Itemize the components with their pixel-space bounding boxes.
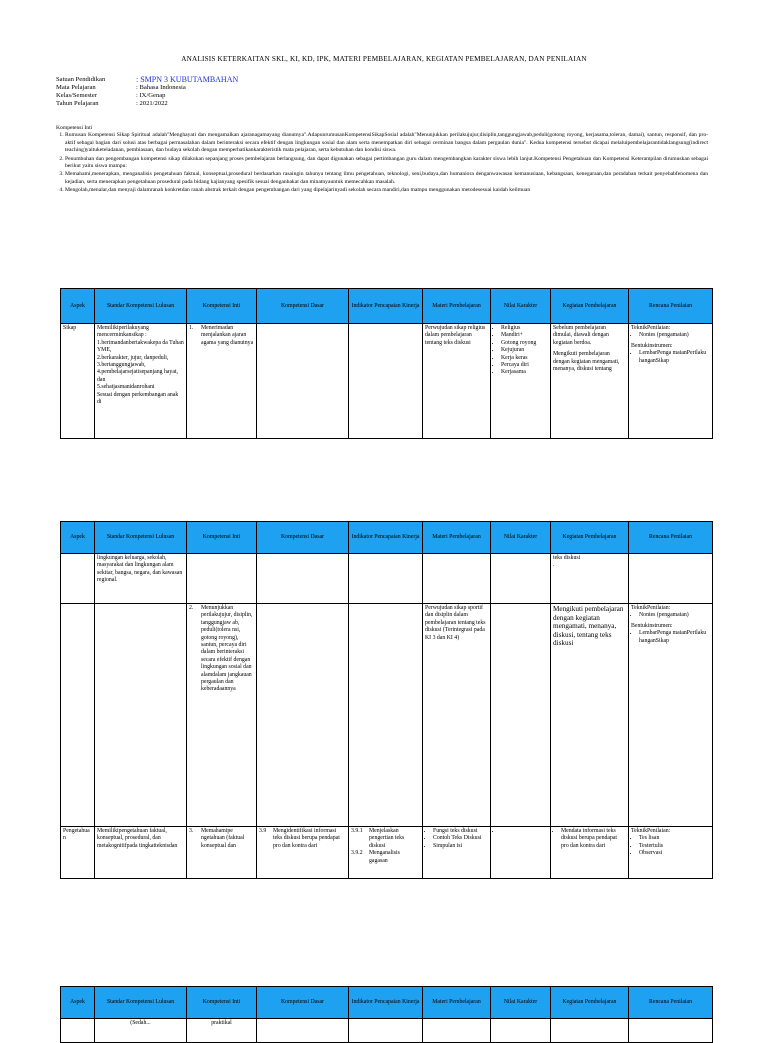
header-penilaian: Rencana Penilaian (629, 987, 713, 1019)
ki-heading: Kompetensi Inti (56, 125, 93, 131)
cell-materi (423, 554, 491, 604)
table-header-row (61, 289, 713, 324)
cell-kd (257, 827, 349, 879)
header-skl: Standar Kompetensi Lulusan (95, 522, 187, 554)
nilai-item: • Percaya diri (501, 362, 548, 369)
header-kd: Kompetensi Dasar (257, 987, 349, 1019)
skl-item: 2.berkarakter, jujur, danpeduli, (97, 354, 169, 361)
cell-skl (95, 604, 187, 827)
ki-number: 2. (189, 605, 194, 611)
cell-kd (257, 1019, 349, 1043)
header-ipk: Indikator Pencapaian Kinerja (349, 522, 423, 554)
cell-kegiatan (551, 827, 629, 879)
cell-ipk (349, 827, 423, 879)
document-title: ANALISIS KETERKAITAN SKL, KI, KD, IPK, MATERI PEMBELAJARAN, KEGIATAN PEMBELAJARAN, DAN PENILAIAN (181, 55, 587, 63)
cell-nilai (491, 554, 551, 604)
cell-nilai (491, 1019, 551, 1043)
header-kd: Kompetensi Dasar (257, 522, 349, 554)
meta-row-subject (56, 84, 238, 92)
table-row (61, 604, 713, 827)
penilaian-item: • Tes lisan (639, 835, 710, 842)
penilaian-item: • Observasi (639, 850, 710, 857)
header-ki: Kompetensi Inti (187, 289, 257, 324)
penilaian-item: • LembarPenga matanPerilaku hanganSikap (639, 350, 710, 365)
nilai-empty-bullet (501, 828, 548, 835)
ipk-number: 3.9.1 (351, 828, 363, 834)
meta-label: Kelas/Semester (56, 92, 98, 99)
penilaian-label: Bentukinstrumen: (631, 622, 673, 629)
kegiatan-dot: . (553, 562, 555, 569)
penilaian-item: • Nontes (pengamatan) (639, 612, 710, 619)
cell-nilai (491, 604, 551, 827)
analysis-table-2 (60, 521, 713, 879)
ki-number: 3. (189, 828, 194, 834)
cell-ki: praktikal (187, 1019, 257, 1043)
meta-row-year (56, 100, 238, 108)
skl-item: 1.berimandanbertakwakepa da Tuhan YME, (97, 339, 184, 354)
nilai-item: • Kejujuran (501, 347, 548, 354)
ipk-text: Menjelaskan pengertian teks diskusi (369, 828, 405, 849)
ki-text: Menerimadan menjalankan ajaran agama yang dianutnya (201, 325, 254, 346)
kompetensi-inti-section (56, 125, 708, 196)
cell-materi (423, 827, 491, 879)
header-kegiatan: Kegiatan Pembelajaran (551, 987, 629, 1019)
cell-aspek (61, 604, 95, 827)
header-kegiatan: Kegiatan Pembelajaran (551, 289, 629, 324)
cell-penilaian (629, 827, 713, 879)
header-ki: Kompetensi Inti (187, 987, 257, 1019)
nilai-item: • Gotong royong (501, 340, 548, 347)
header-kegiatan: Kegiatan Pembelajaran (551, 522, 629, 554)
cell-ki (187, 554, 257, 604)
skl-item: 5.sehatjasmanidanrohani (97, 384, 155, 391)
ki-item: 3. Memahami,menerapkan, menganalisis pengetahuan faktual, konseptual,prosedural berdasarkan rasaingin tahunya tentang ilmu pengetahuan, teknologi, seni,budaya,dan humaniora denganwawasan kemanusiaan, kebangsaan, kenegaraan,dan peradaban terkait penyebabfenomena dan kejadian, serta menerapkan pengetahuan prosedural pada bidang kajianyang spesifik sesuai denganbakat dan minatnyauntuk memecahkan masalah. (65, 171, 708, 186)
cell-kegiatan (551, 554, 629, 604)
header-penilaian: Rencana Penilaian (629, 289, 713, 324)
penilaian-item: • LembarPenga matanPerilaku hanganSikap (639, 630, 710, 645)
ki-text: Menunjukkan perilakujujur, disiplin, tanggungjaw ab, peduli(tolera nsi, gotong royong), santun, percaya diri dalam berinteraksi secara efektif dengan lingkungan sosial dan alamdalam jangkauan pergaulan dan keberadaannya (201, 605, 253, 693)
table-row (61, 324, 713, 439)
nilai-item: • Kerjasama (501, 369, 548, 376)
cell-aspek (61, 554, 95, 604)
materi-item: • Simpulan isi (433, 843, 488, 850)
cell-penilaian (629, 604, 713, 827)
cell-materi (423, 1019, 491, 1043)
cell-skl: (Sedah... (95, 1019, 187, 1043)
cell-aspek: Pengetahuan (61, 827, 95, 879)
header-skl: Standar Kompetensi Lulusan (95, 289, 187, 324)
cell-ipk (349, 604, 423, 827)
cell-aspek: Sikap (61, 324, 95, 439)
header-aspek: Aspek (61, 289, 95, 324)
meta-row-school (56, 76, 238, 84)
header-nilai: Nilai Karakter (491, 987, 551, 1019)
cell-ki (187, 604, 257, 827)
header-nilai: Nilai Karakter (491, 289, 551, 324)
header-materi: Materi Pembelajaran (423, 987, 491, 1019)
identity-block (56, 76, 238, 108)
nilai-item: • Kerja keras (501, 355, 548, 362)
cell-nilai (491, 324, 551, 439)
kd-text: Mengidentifikasi informasi teks diskusi berupa pendapat pro dan kontra dari (273, 828, 340, 849)
header-kd: Kompetensi Dasar (257, 289, 349, 324)
cell-ki (187, 827, 257, 879)
penilaian-item: • Testertulis (639, 843, 710, 850)
ki-item: 4. Mengolah,menalar,dan menyaji dalamranah konkretdan ranah abstrak terkait dengan pengembangan dari yang dipelajarinyadi sekolah secara mandiri,dan mampu menggunakan metodesesuai kaidah keilmuan (65, 187, 708, 194)
cell-kegiatan (551, 324, 629, 439)
ki-item: 2. Penumbuhan dan pengembangan kompetensi sikap dilakukan sepanjang proses pembelajaran berlangsung, dan dapat digunakan sebagai pertimbangan guru dalam mengembangkan karakter siswa lebih lanjut.Kompetensi Pengetahuan dan Kompetensi Keterampilan dirumuskan sebagai berikut yaitu siswa mampu: (65, 156, 708, 171)
kegiatan-text: Sebelum pembelajaran dimulai, diawali dengan kegiatan berdoa. (553, 325, 609, 346)
cell-kd (257, 554, 349, 604)
header-penilaian: Rencana Penilaian (629, 522, 713, 554)
cell-ipk (349, 554, 423, 604)
meta-label: Tahun Pelajaran (56, 100, 99, 107)
header-ipk: Indikator Pencapaian Kinerja (349, 289, 423, 324)
skl-item: 3.bertanggungjawab, (97, 362, 146, 369)
analysis-table-3 (60, 986, 713, 1043)
cell-ipk (349, 324, 423, 439)
table-row (61, 554, 713, 604)
cell-kegiatan: Mengikuti pembelajaran dengan kegiatan mengamati, menanya, diskusi, tentang teks diskusi (551, 604, 629, 827)
skl-intro: Memilikiperilakuyang mencerminkansikap : (97, 325, 149, 339)
header-materi: Materi Pembelajaran (423, 289, 491, 324)
cell-kd (257, 604, 349, 827)
cell-ipk (349, 1019, 423, 1043)
kegiatan-text: Mengikuti pembelajaran dengan kegiatan mengamati, menanya, diskusi tentang (553, 351, 620, 373)
cell-penilaian (629, 324, 713, 439)
meta-value: : IX/Genap (136, 92, 166, 99)
kd-number: 3.9 (259, 828, 267, 834)
header-ki: Kompetensi Inti (187, 522, 257, 554)
ki-number: 1. (189, 325, 194, 331)
nilai-item: • Religius (501, 325, 548, 332)
table-row (61, 1019, 713, 1043)
cell-penilaian (629, 1019, 713, 1043)
cell-kd (257, 324, 349, 439)
cell-materi: Perwujudan sikap sportif dan disiplin dalam pembelajaran tentang teks diskusi (Terintegrasi pada KI 3 dan KI 4) (423, 604, 491, 827)
ipk-text: Menganalisis gagasan (369, 850, 400, 864)
nilai-item: • Mandiri+ (501, 332, 548, 339)
skl-tail: Sesuai dengan perkembangan anak di (97, 391, 179, 406)
meta-value-school: : SMPN 3 KUBUTAMBAHAN (136, 75, 239, 84)
cell-ki (187, 324, 257, 439)
cell-kegiatan (551, 1019, 629, 1043)
table-row (61, 827, 713, 879)
meta-label: Mata Pelajaran (56, 84, 96, 91)
materi-item: • Fungsi teks diskusi (433, 828, 488, 835)
kegiatan-text: teks diskusi (553, 555, 581, 561)
ipk-number: 3.9.2 (351, 850, 363, 857)
materi-item: • Contoh Teks Diskusi (433, 835, 488, 842)
meta-row-class (56, 92, 238, 100)
header-materi: Materi Pembelajaran (423, 522, 491, 554)
penilaian-label: TeknikPenilaian: (631, 325, 671, 331)
cell-skl (95, 324, 187, 439)
header-ipk: Indikator Pencapaian Kinerja (349, 987, 423, 1019)
table-header-row (61, 987, 713, 1019)
header-nilai: Nilai Karakter (491, 522, 551, 554)
skl-item: 4.pembelajarsejatisepanjang hayat, dan (97, 369, 178, 383)
cell-aspek (61, 1019, 95, 1043)
penilaian-label: TeknikPenilaian: (631, 605, 671, 611)
analysis-table-1 (60, 288, 713, 439)
ki-item: 1. Rumusan Kompetensi Sikap Spiritual adalah"Menghayati dan mengamalkan ajaranagamayang dianutnya".AdapunrumusanKompetensiSikapSosial adalah"Menunjukkan perilakujujur,disiplin,tanggungjawab,peduli(gotong royong, kerjasama,toleran, damai), santun, responsif, dan pro-aktif sebagai bagian dari solusi atas berbagai permasalahan dalam berinteraksi secara efektif dengan lingkungan sosial dan alam serta menempatkan diri sebagai cerminan bangsa dalam pergaulan dunia". Kedua kompetensi tersebut dicapai melaluipembelajarantidaklangsung(indirect teaching)yaituketeladanan, pembiasaan, dan budaya sekolah dengan memperhatikankarakteristik mata pelajaran, serta kebutuhan dan kondisi siswa. (65, 132, 708, 154)
kegiatan-item: • Mendata informasi teks diskusi berupa pendapat pro dan kontra dari (561, 828, 626, 850)
meta-label: Satuan Pendidikan (56, 76, 106, 83)
cell-penilaian (629, 554, 713, 604)
table-header-row (61, 522, 713, 554)
cell-skl: Memilikipengetahuan faktual, konseptual, prosedural, dan metakognitifpada tingkatteknisdan (95, 827, 187, 879)
meta-value: : Bahasa Indonesia (136, 84, 186, 91)
meta-value: : 2021/2022 (136, 100, 168, 107)
penilaian-label: Bentukinstrumen: (631, 342, 673, 349)
cell-materi: Perwujudan sikap religius dalam pembelajaran tentang teks diskusi (423, 324, 491, 439)
penilaian-label: TeknikPenilaian: (631, 828, 671, 834)
header-aspek: Aspek (61, 987, 95, 1019)
ki-text: Memahamipe ngetahuan (faktual konseptual dan (201, 828, 245, 849)
cell-nilai (491, 827, 551, 879)
penilaian-item: • Nontes (pengamatan) (639, 332, 710, 339)
header-skl: Standar Kompetensi Lulusan (95, 987, 187, 1019)
header-aspek: Aspek (61, 522, 95, 554)
cell-skl: lingkungan keluarga, sekolah, masyarakat dan lingkungan alam sekitar, bangsa, negara, dan kawasan regional. (95, 554, 187, 604)
